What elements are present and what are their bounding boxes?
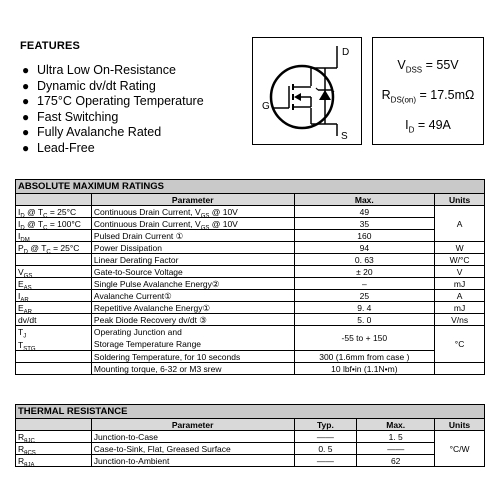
vdss-spec: $V_{DSS} = 55V$: [397, 58, 459, 75]
table-row: $I_{DM}$ Pulsed Drain Current ① 160: [16, 230, 485, 242]
table-row: $I_{AR}$ Avalanche Current① 25 A: [16, 290, 485, 302]
features-list: [20, 63, 204, 156]
rdson-spec: $R_{DS(on)} = 17.5m\Omega$: [381, 88, 475, 105]
bullet-icon: ●: [22, 140, 30, 155]
feature-item: ● Fast Switching: [22, 109, 119, 124]
bullet-icon: ●: [22, 125, 30, 139]
table-row: $I_D$ @ $T_C = 100^\circ C$ Continuous Drain Current, $V_{GS}$ @ 10V 35: [16, 218, 485, 230]
unit-a: A: [435, 206, 485, 242]
absolute-max-ratings-table: [15, 179, 485, 375]
id-spec: $I_D = 49A$: [405, 118, 451, 135]
thermal-header-max: Max.: [357, 419, 435, 431]
feature-item: ● Dynamic dv/dt Rating: [22, 78, 156, 93]
table-row: $R_{\theta CS}$ Case-to-Sink, Flat, Greased Surface 0. 5 ——: [16, 443, 485, 455]
thermal-resistance-table: [15, 404, 485, 467]
table-row: Soldering Temperature, for 10 seconds 300 (1.6mm from case ): [16, 351, 485, 363]
table-row: $T_J$ $T_{STG}$ Operating Junction and Storage Temperature Range -55 to + 150 °C: [16, 326, 485, 351]
table-row: Mounting torque, 6-32 or M3 srew 10 lbf•in (1.1N•m): [16, 363, 485, 375]
table-row: $V_{GS}$ Gate-to-Source Voltage ± 20 V: [16, 266, 485, 278]
bullet-icon: ●: [22, 109, 30, 124]
source-label: S: [341, 131, 348, 142]
drain-label: D: [342, 47, 350, 58]
abs-header-max: Max.: [294, 194, 435, 206]
bullet-icon: ●: [22, 78, 30, 93]
thermal-header-units: Units: [435, 419, 485, 431]
thermal-header-parameter: Parameter: [91, 419, 294, 431]
table-row: $R_{\theta JC}$ Junction-to-Case —— 1. 5 °C/W: [16, 431, 485, 443]
thermal-title: THERMAL RESISTANCE: [16, 405, 485, 419]
feature-item: ● Ultra Low On-Resistance: [22, 63, 176, 77]
abs-header-units: Units: [435, 194, 485, 206]
table-row: $R_{\theta JA}$ Junction-to-Ambient —— 62: [16, 455, 485, 467]
feature-item: ● 175°C Operating Temperature: [22, 94, 204, 108]
table-row: $E_{AS}$ Single Pulse Avalanche Energy② – mJ: [16, 278, 485, 290]
table-row: $P_D$ @ $T_C = 25^\circ C$ Power Dissipation 94 W: [16, 242, 485, 254]
table-row: $E_{AR}$ Repetitive Avalanche Energy① 9. 4 mJ: [16, 302, 485, 314]
abs-max-title: ABSOLUTE MAXIMUM RATINGS: [16, 180, 485, 194]
bullet-icon: ●: [22, 63, 30, 77]
bullet-icon: ●: [22, 94, 30, 108]
key-specs-box: [372, 37, 484, 145]
feature-item: ● Fully Avalanche Rated: [22, 125, 162, 139]
thermal-header-typ: Typ.: [294, 419, 357, 431]
mosfet-symbol-box: [252, 37, 362, 145]
table-row: Linear Derating Factor 0. 63 W/°C: [16, 254, 485, 266]
features-title: FEATURES: [20, 40, 81, 52]
feature-item: ● Lead-Free: [22, 140, 95, 155]
table-row: dv/dt Peak Diode Recovery dv/dt ③ 5. 0 V/ns: [16, 314, 485, 326]
abs-header-parameter: Parameter: [91, 194, 294, 206]
mosfet-symbol-icon: [253, 38, 361, 144]
gate-label: G: [262, 101, 270, 112]
table-row: $I_D$ @ $T_C = 25^\circ C$ Continuous Drain Current, $V_{GS}$ @ 10V 49 A: [16, 206, 485, 218]
